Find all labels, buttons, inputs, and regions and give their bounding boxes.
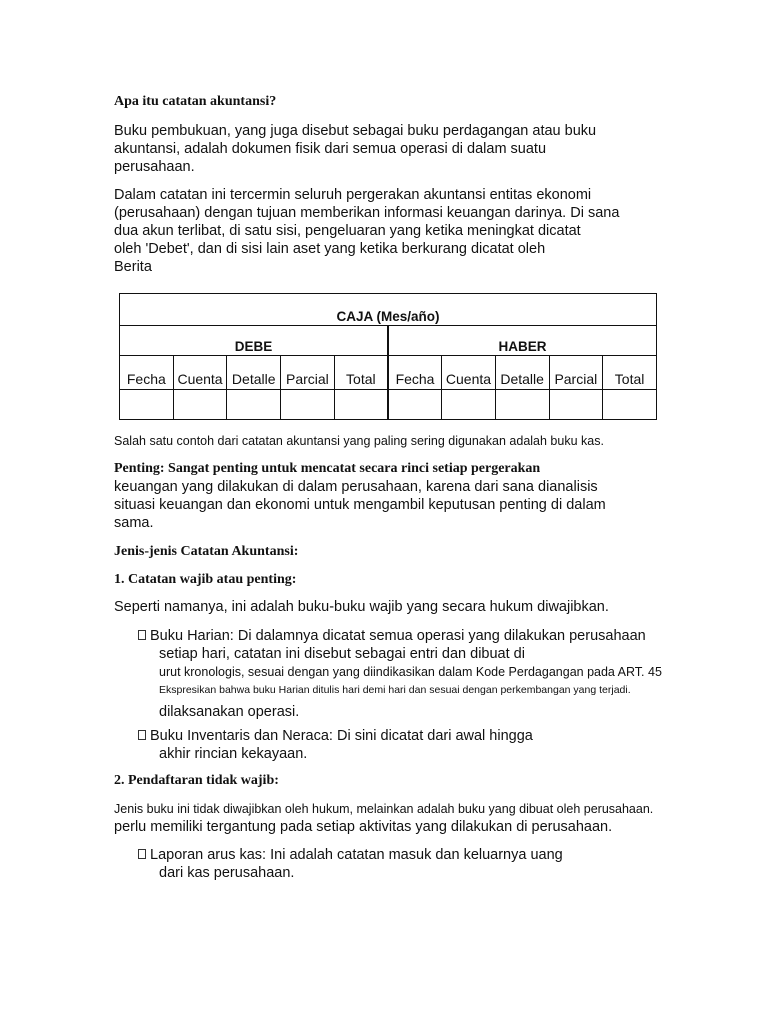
column-header: Detalle [495, 356, 549, 390]
paragraph-line: Seperti namanya, ini adalah buku-buku wajib yang secara hukum diwajibkan. [114, 599, 609, 615]
column-header: Parcial [549, 356, 603, 390]
bullet-box-icon [138, 849, 146, 859]
paragraph-line: sama. [114, 515, 154, 531]
paragraph-line: (perusahaan) dengan tujuan memberikan informasi keuangan darinya. Di sana [114, 205, 620, 221]
table-cell [549, 390, 603, 420]
table-cell [388, 390, 442, 420]
haber-header: HABER [388, 326, 657, 356]
bullet-buku-harian [138, 627, 662, 721]
column-header: Fecha [388, 356, 442, 390]
paragraph-line: Buku pembukuan, yang juga disebut sebagai buku perdagangan atau buku [114, 123, 597, 139]
bullet-line: dari kas perusahaan. [159, 865, 295, 881]
column-header: Total [603, 356, 657, 390]
table-caption [114, 432, 604, 450]
heading-jenis-jenis: Jenis-jenis Catatan Akuntansi: [114, 544, 299, 559]
caja-table [119, 293, 657, 420]
paragraph-line: dua akun terlibat, di satu sisi, pengeluaran yang ketika meningkat dicatat [114, 223, 581, 239]
penting-bold: Penting: Sangat penting untuk mencatat secara rinci setiap pergerakan [114, 461, 541, 476]
heading-apa-itu: Apa itu catatan akuntansi? [114, 94, 277, 109]
paragraph-penting [114, 460, 606, 532]
paragraph-line: Dalam catatan ini tercermin seluruh pergerakan akuntansi entitas ekonomi [114, 187, 592, 203]
column-header: Cuenta [173, 356, 227, 390]
column-header: Parcial [281, 356, 335, 390]
table-cell [227, 390, 281, 420]
bullet-buku-inventaris [138, 727, 533, 763]
bullet-line: setiap hari, catatan ini disebut sebagai entri dan dibuat di [159, 646, 525, 662]
bullet-text: Laporan arus kas: Ini adalah catatan masuk dan keluarnya uang [150, 847, 563, 863]
caption-text: Salah satu contoh dari catatan akuntansi yang paling sering digunakan adalah buku kas. [114, 434, 604, 448]
paragraph-line: oleh 'Debet', dan di sisi lain aset yang ketika berkurang dicatat oleh [114, 241, 546, 257]
bullet-laporan-arus-kas [138, 846, 563, 882]
paragraph-buku-pembukuan [114, 122, 596, 176]
heading-catatan-wajib: 1. Catatan wajib atau penting: [114, 572, 297, 587]
table-cell [442, 390, 496, 420]
bullet-line: dilaksanakan operasi. [159, 704, 300, 720]
paragraph-line: perusahaan. [114, 159, 195, 175]
bullet-box-icon [138, 630, 146, 640]
bullet-line: urut kronologis, sesuai dengan yang diindikasikan dalam Kode Perdagangan pada ART. 45 [159, 665, 662, 679]
heading-pendaftaran: 2. Pendaftaran tidak wajib: [114, 773, 279, 788]
bullet-box-icon [138, 730, 146, 740]
table-cell [334, 390, 388, 420]
bullet-text: Buku Inventaris dan Neraca: Di sini dicatat dari awal hingga [150, 728, 533, 744]
paragraph-line: situasi keuangan dan ekonomi untuk mengambil keputusan penting di dalam [114, 497, 606, 513]
table-cell [495, 390, 549, 420]
paragraph-seperti [114, 598, 609, 616]
debe-header: DEBE [120, 326, 388, 356]
column-header: Total [334, 356, 388, 390]
bullet-line: Ekspresikan bahwa buku Harian ditulis hari demi hari dan sesuai dengan perkembangan yang terjadi. [159, 684, 631, 696]
paragraph-line: keuangan yang dilakukan di dalam perusahaan, karena dari sana dianalisis [114, 479, 598, 495]
paragraph-dalam-catatan [114, 186, 619, 276]
paragraph-line: Jenis buku ini tidak diwajibkan oleh hukum, melainkan adalah buku yang dibuat oleh perusahaan. [114, 802, 654, 816]
bullet-text: Buku Harian: Di dalamnya dicatat semua operasi yang dilakukan perusahaan [150, 628, 646, 644]
table-cell [281, 390, 335, 420]
table-title: CAJA (Mes/año) [120, 294, 657, 326]
table-cell [120, 390, 174, 420]
paragraph-line: akuntansi, adalah dokumen fisik dari semua operasi di dalam suatu [114, 141, 547, 157]
column-header: Detalle [227, 356, 281, 390]
bullet-line: akhir rincian kekayaan. [159, 746, 308, 762]
column-header: Cuenta [442, 356, 496, 390]
paragraph-line: perlu memiliki tergantung pada setiap aktivitas yang dilakukan di perusahaan. [114, 819, 613, 835]
table-cell [603, 390, 657, 420]
paragraph-jenis-buku [114, 800, 653, 836]
table-cell [173, 390, 227, 420]
column-header: Fecha [120, 356, 174, 390]
paragraph-line: Berita [114, 259, 152, 275]
